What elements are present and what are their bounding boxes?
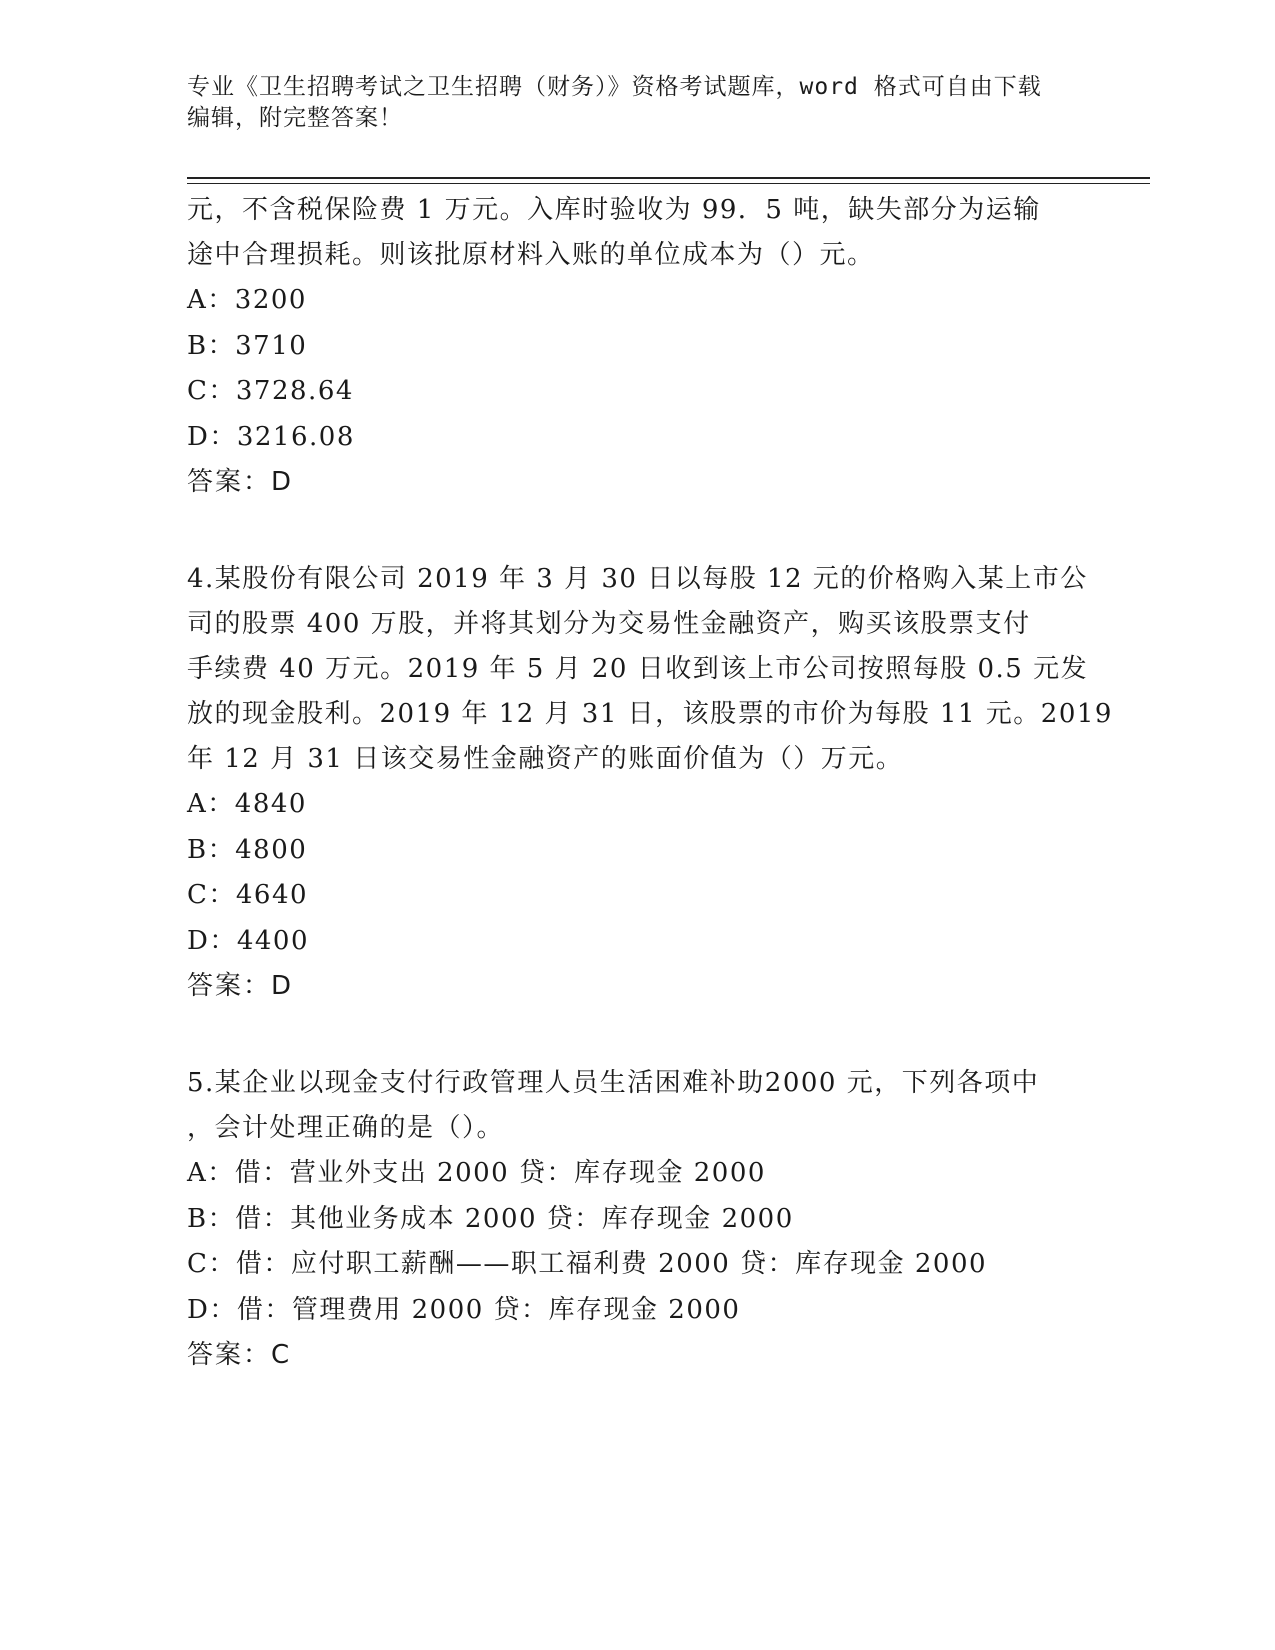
- option-c: C：4640: [187, 880, 309, 910]
- option-c: C：借：应付职工薪酬——职工福利费 2000 贷：库存现金 2000: [187, 1249, 988, 1279]
- option-a: A：借：营业外支出 2000 贷：库存现金 2000: [187, 1158, 766, 1188]
- option-c: C：3728.64: [187, 376, 354, 406]
- question-text-line: 4.某股份有限公司 2019 年 3 月 30 日以每股 12 元的价格购入某上市公: [187, 564, 1088, 594]
- question-3: [187, 188, 1087, 505]
- answer-label: 答案：D: [187, 467, 294, 497]
- option-a: A：3200: [187, 285, 307, 315]
- page-header: [187, 72, 1087, 134]
- question-text-line: ，会计处理正确的是（）。: [187, 1113, 505, 1143]
- question-text-line: 手续费 40 万元。2019 年 5 月 20 日收到该上市公司按照每股 0.5 元发: [187, 654, 1089, 684]
- question-text-line: 放的现金股利。2019 年 12 月 31 日，该股票的市价为每股 11 元。2019: [187, 699, 1113, 729]
- header-divider-thick: [187, 177, 1150, 179]
- answer-label: 答案：C: [187, 1340, 292, 1370]
- question-text-line: 5.某企业以现金支付行政管理人员生活困难补助2000 元，下列各项中: [187, 1068, 1040, 1098]
- spacer: [187, 1009, 1087, 1061]
- question-text-line: 途中合理损耗。则该批原材料入账的单位成本为（）元。: [187, 240, 875, 270]
- question-text-line: 年 12 月 31 日该交易性金融资产的账面价值为（）万元。: [187, 744, 904, 774]
- header-line-2: 编辑，附完整答案！: [187, 105, 403, 131]
- option-b: B：4800: [187, 834, 308, 865]
- question-list: [187, 188, 1113, 1378]
- option-d: D：4400: [187, 925, 310, 956]
- question-text-line: 司的股票 400 万股，并将其划分为交易性金融资产，购买该股票支付: [187, 609, 1031, 639]
- option-b: B：借：其他业务成本 2000 贷：库存现金 2000: [187, 1203, 794, 1234]
- option-b: B：3710: [187, 330, 308, 361]
- header-divider-thin: [187, 183, 1150, 184]
- spacer: [187, 505, 1087, 557]
- option-d: D：3216.08: [187, 421, 355, 452]
- header-line-1: 专业《卫生招聘考试之卫生招聘（财务）》资格考试题库，word 格式可自由下载: [187, 74, 1042, 100]
- option-d: D：借：管理费用 2000 贷：库存现金 2000: [187, 1294, 741, 1325]
- answer-label: 答案：D: [187, 971, 294, 1001]
- question-5: [187, 1061, 1087, 1378]
- question-text-line: 元，不含税保险费 1 万元。入库时验收为 99．5 吨，缺失部分为运输: [187, 195, 1041, 225]
- option-a: A：4840: [187, 789, 307, 819]
- question-4: [187, 557, 1113, 1009]
